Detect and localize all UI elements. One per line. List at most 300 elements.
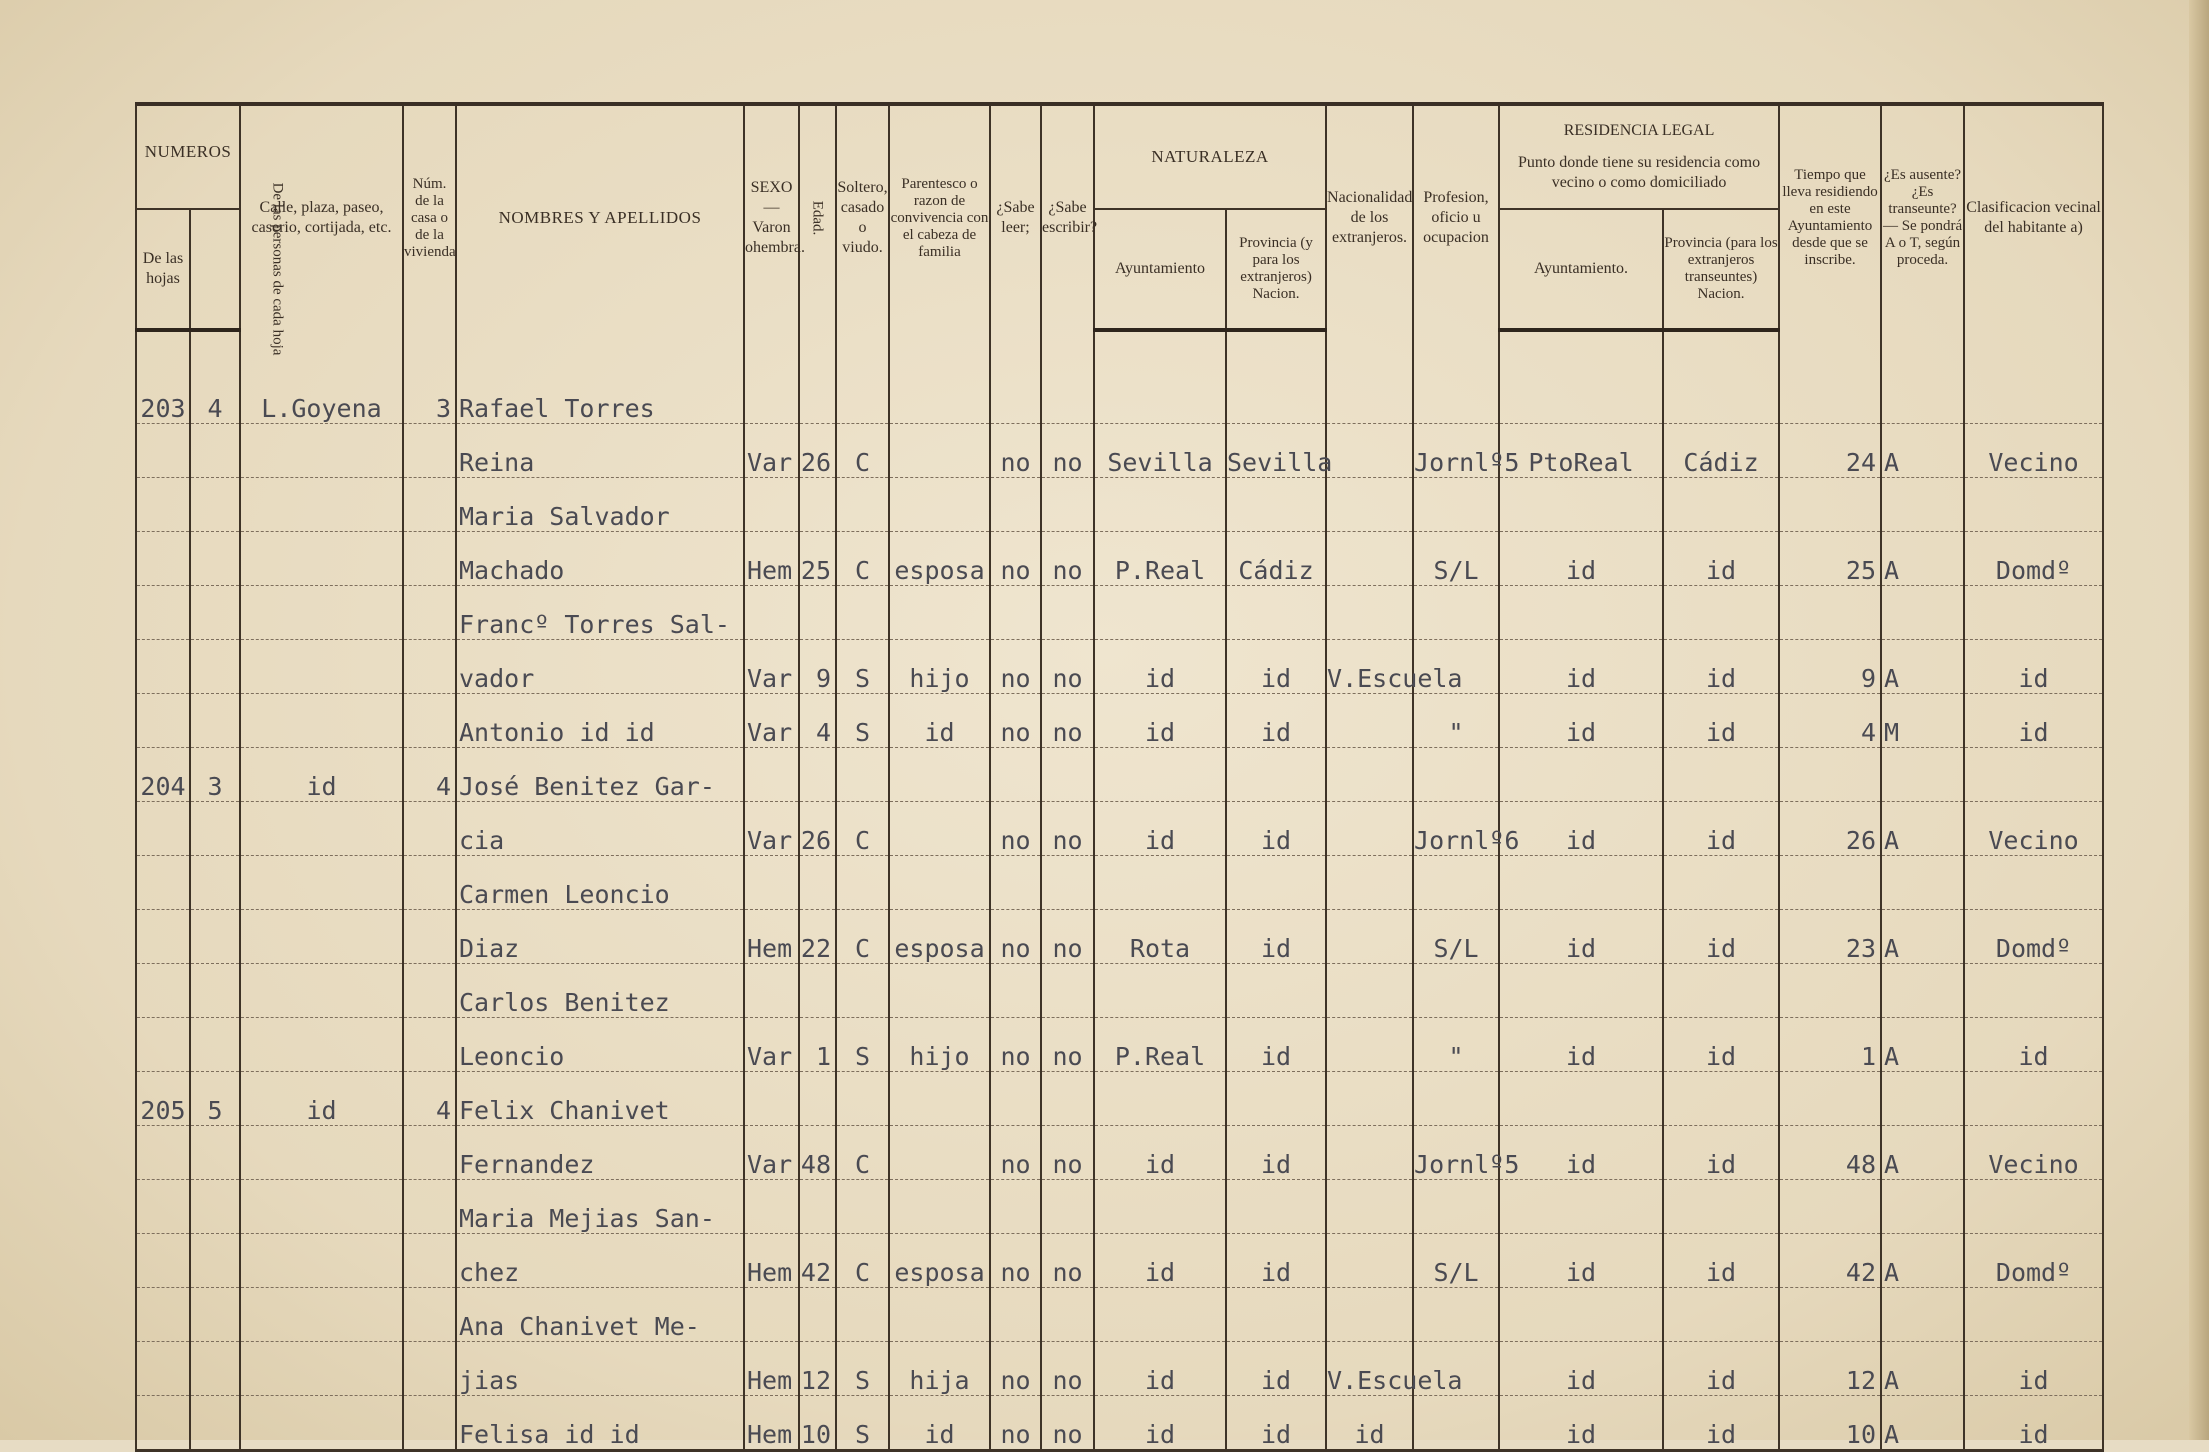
cell-res-ayto: [1499, 1072, 1663, 1126]
cell-hoja: [136, 586, 190, 640]
cell-nombre: Rafael Torres: [456, 370, 744, 424]
cell-hoja: 203: [136, 370, 190, 424]
cell-parentesco: [889, 856, 990, 910]
cell-parentesco: id: [889, 1396, 990, 1451]
table-row: [136, 1072, 2103, 1126]
cell-res-prov: [1663, 1288, 1779, 1342]
cell-pers: [190, 1342, 240, 1396]
cell-clasif: Domdº: [1964, 910, 2103, 964]
table-row: [136, 586, 2103, 640]
cell-tiempo: 4: [1779, 694, 1881, 748]
cell-ausente: [1881, 748, 1964, 802]
cell-res-ayto: id: [1499, 532, 1663, 586]
cell-estado: S: [836, 1018, 889, 1072]
cell-nombre: José Benitez Gar-: [456, 748, 744, 802]
cell-sexo: [744, 1180, 799, 1234]
cell-profesion: S/L: [1413, 910, 1499, 964]
cell-calle: [240, 532, 403, 586]
cell-leer: no: [990, 424, 1041, 478]
cell-res-prov: id: [1663, 910, 1779, 964]
cell-leer: no: [990, 1342, 1041, 1396]
cell-parentesco: [889, 748, 990, 802]
cell-nombre: Carlos Benitez: [456, 964, 744, 1018]
cell-nacional: [1326, 532, 1413, 586]
cell-estado: C: [836, 532, 889, 586]
cell-escribir: [1041, 370, 1094, 424]
cell-estado: [836, 370, 889, 424]
cell-leer: no: [990, 1018, 1041, 1072]
cell-edad: 10: [799, 1396, 836, 1451]
cell-nacional: [1326, 1072, 1413, 1126]
cell-estado: C: [836, 802, 889, 856]
cell-profesion: [1413, 478, 1499, 532]
cell-edad: 12: [799, 1342, 836, 1396]
cell-leer: no: [990, 532, 1041, 586]
cell-calle: [240, 1234, 403, 1288]
cell-calle: [240, 964, 403, 1018]
cell-parentesco: hija: [889, 1342, 990, 1396]
cell-parentesco: [889, 1072, 990, 1126]
cell-tiempo: 48: [1779, 1126, 1881, 1180]
cell-nombre: Fernandez: [456, 1126, 744, 1180]
cell-tiempo: 23: [1779, 910, 1881, 964]
cell-nat-prov: id: [1226, 1126, 1326, 1180]
cell-leer: no: [990, 1234, 1041, 1288]
cell-pers: [190, 1126, 240, 1180]
cell-parentesco: [889, 586, 990, 640]
cell-res-ayto: id: [1499, 802, 1663, 856]
cell-edad: 9: [799, 640, 836, 694]
cell-res-ayto: [1499, 586, 1663, 640]
cell-nat-ayto: Rota: [1094, 910, 1226, 964]
cell-sexo: Hem: [744, 910, 799, 964]
cell-nat-ayto: Sevilla: [1094, 424, 1226, 478]
cell-sexo: Hem: [744, 1396, 799, 1451]
cell-estado: [836, 1288, 889, 1342]
cell-tiempo: 26: [1779, 802, 1881, 856]
cell-edad: [799, 1288, 836, 1342]
cell-nat-ayto: [1094, 1180, 1226, 1234]
cell-hoja: [136, 694, 190, 748]
cell-escribir: no: [1041, 1018, 1094, 1072]
cell-nat-prov: [1226, 370, 1326, 424]
cell-clasif: id: [1964, 1018, 2103, 1072]
header-residencia-sub: Punto donde tiene su residencia como vecino o como domiciliado: [1517, 154, 1761, 191]
cell-profesion: [1413, 370, 1499, 424]
cell-res-prov: id: [1663, 1342, 1779, 1396]
table-row: [136, 694, 2103, 748]
cell-tiempo: 24: [1779, 424, 1881, 478]
cell-res-prov: [1663, 478, 1779, 532]
cell-tiempo: 10: [1779, 1396, 1881, 1451]
cell-tiempo: [1779, 964, 1881, 1018]
cell-casa: [403, 1234, 456, 1288]
cell-nacional: [1326, 694, 1413, 748]
header-de-las-personas: [190, 182, 286, 356]
cell-ausente: A: [1881, 910, 1964, 964]
cell-res-prov: Cádiz: [1663, 424, 1779, 478]
table-row: [136, 1396, 2103, 1451]
cell-parentesco: [889, 370, 990, 424]
cell-edad: 26: [799, 424, 836, 478]
cell-edad: 4: [799, 694, 836, 748]
cell-hoja: [136, 856, 190, 910]
cell-leer: [990, 478, 1041, 532]
cell-edad: [799, 1072, 836, 1126]
cell-edad: [799, 370, 836, 424]
cell-estado: S: [836, 640, 889, 694]
cell-res-prov: [1663, 964, 1779, 1018]
cell-nombre: Maria Mejias San-: [456, 1180, 744, 1234]
cell-clasif: Domdº: [1964, 532, 2103, 586]
cell-estado: S: [836, 1396, 889, 1451]
cell-clasif: [1964, 478, 2103, 532]
cell-nacional: V.Escuela: [1326, 640, 1413, 694]
cell-profesion: [1413, 856, 1499, 910]
cell-leer: [990, 586, 1041, 640]
cell-ausente: A: [1881, 1126, 1964, 1180]
cell-leer: [990, 748, 1041, 802]
cell-res-prov: [1663, 856, 1779, 910]
cell-edad: [799, 964, 836, 1018]
cell-casa: [403, 1126, 456, 1180]
book-binding: [2189, 0, 2209, 1440]
cell-tiempo: 12: [1779, 1342, 1881, 1396]
cell-res-ayto: id: [1499, 1396, 1663, 1451]
cell-calle: [240, 694, 403, 748]
cell-casa: [403, 1018, 456, 1072]
cell-nat-prov: id: [1226, 1396, 1326, 1451]
cell-ausente: [1881, 964, 1964, 1018]
header-nacionalidad: Nacionalidad de los extranjeros.: [1326, 104, 1413, 330]
cell-nat-ayto: [1094, 586, 1226, 640]
cell-sexo: [744, 856, 799, 910]
cell-profesion: S/L: [1413, 532, 1499, 586]
cell-nacional: [1326, 370, 1413, 424]
header-edad: [799, 104, 836, 330]
cell-escribir: no: [1041, 1234, 1094, 1288]
cell-calle: [240, 1126, 403, 1180]
cell-ausente: [1881, 478, 1964, 532]
cell-casa: 4: [403, 1072, 456, 1126]
cell-hoja: [136, 910, 190, 964]
cell-nat-prov: [1226, 586, 1326, 640]
cell-clasif: id: [1964, 640, 2103, 694]
cell-hoja: [136, 1342, 190, 1396]
cell-casa: [403, 856, 456, 910]
cell-pers: 4: [190, 370, 240, 424]
table-row: [136, 964, 2103, 1018]
cell-nat-prov: [1226, 1180, 1326, 1234]
cell-ausente: A: [1881, 424, 1964, 478]
cell-escribir: no: [1041, 640, 1094, 694]
cell-hoja: [136, 1396, 190, 1451]
cell-tiempo: 42: [1779, 1234, 1881, 1288]
header-de-las-hojas: De las hojas: [136, 209, 190, 330]
cell-tiempo: [1779, 1072, 1881, 1126]
cell-estado: [836, 748, 889, 802]
cell-profesion: ": [1413, 1018, 1499, 1072]
cell-res-ayto: [1499, 478, 1663, 532]
cell-sexo: Var: [744, 694, 799, 748]
cell-res-ayto: id: [1499, 694, 1663, 748]
cell-res-ayto: [1499, 856, 1663, 910]
cell-nat-ayto: [1094, 1072, 1226, 1126]
cell-nombre: vador: [456, 640, 744, 694]
table-row: [136, 1126, 2103, 1180]
cell-casa: 4: [403, 748, 456, 802]
cell-leer: [990, 1180, 1041, 1234]
cell-estado: C: [836, 1126, 889, 1180]
cell-parentesco: [889, 424, 990, 478]
cell-casa: [403, 640, 456, 694]
cell-tiempo: [1779, 1288, 1881, 1342]
cell-nat-prov: id: [1226, 1018, 1326, 1072]
cell-hoja: [136, 1018, 190, 1072]
header-estado: Soltero, casado o viudo.: [836, 104, 889, 330]
header-clasificacion: Clasificacion vecinal del habitante a): [1964, 104, 2103, 330]
cell-estado: C: [836, 1234, 889, 1288]
cell-pers: [190, 1180, 240, 1234]
cell-nacional: [1326, 910, 1413, 964]
cell-escribir: no: [1041, 532, 1094, 586]
table-row: [136, 1180, 2103, 1234]
cell-hoja: [136, 964, 190, 1018]
cell-ausente: [1881, 370, 1964, 424]
cell-parentesco: esposa: [889, 532, 990, 586]
cell-nacional: [1326, 1288, 1413, 1342]
cell-tiempo: [1779, 856, 1881, 910]
table-row: [136, 640, 2103, 694]
header-residencia-title: RESIDENCIA LEGAL: [1563, 122, 1715, 139]
cell-profesion: [1413, 1180, 1499, 1234]
header-nombres: NOMBRES Y APELLIDOS: [456, 104, 744, 330]
cell-hoja: [136, 1234, 190, 1288]
cell-nat-prov: Cádiz: [1226, 532, 1326, 586]
cell-nacional: [1326, 856, 1413, 910]
cell-tiempo: [1779, 478, 1881, 532]
cell-nat-ayto: P.Real: [1094, 1018, 1226, 1072]
cell-sexo: Var: [744, 424, 799, 478]
cell-ausente: A: [1881, 532, 1964, 586]
cell-res-ayto: id: [1499, 640, 1663, 694]
cell-casa: [403, 1396, 456, 1451]
cell-res-ayto: id: [1499, 1126, 1663, 1180]
cell-calle: [240, 1288, 403, 1342]
cell-casa: [403, 964, 456, 1018]
cell-hoja: 204: [136, 748, 190, 802]
cell-edad: [799, 1180, 836, 1234]
cell-nat-prov: [1226, 856, 1326, 910]
cell-escribir: no: [1041, 1396, 1094, 1451]
cell-calle: [240, 1018, 403, 1072]
cell-hoja: [136, 1288, 190, 1342]
cell-edad: 26: [799, 802, 836, 856]
cell-nacional: V.Escuela: [1326, 1342, 1413, 1396]
cell-calle: id: [240, 1072, 403, 1126]
cell-hoja: [136, 424, 190, 478]
header-de-las-personas-label: De las personas de cada hoja: [269, 182, 286, 356]
cell-nombre: Antonio id id: [456, 694, 744, 748]
cell-escribir: no: [1041, 910, 1094, 964]
cell-leer: no: [990, 1126, 1041, 1180]
cell-nat-ayto: [1094, 478, 1226, 532]
cell-hoja: [136, 532, 190, 586]
header-sabe-escribir: ¿Sabe escribir?: [1041, 104, 1094, 330]
cell-leer: no: [990, 694, 1041, 748]
cell-nacional: [1326, 1180, 1413, 1234]
table-row: [136, 478, 2103, 532]
cell-clasif: id: [1964, 1342, 2103, 1396]
cell-parentesco: esposa: [889, 1234, 990, 1288]
cell-ausente: [1881, 1180, 1964, 1234]
cell-res-ayto: id: [1499, 1342, 1663, 1396]
cell-nacional: [1326, 586, 1413, 640]
cell-pers: 5: [190, 1072, 240, 1126]
cell-leer: [990, 1288, 1041, 1342]
cell-leer: no: [990, 910, 1041, 964]
cell-nat-ayto: id: [1094, 694, 1226, 748]
cell-ausente: M: [1881, 694, 1964, 748]
cell-res-ayto: id: [1499, 1234, 1663, 1288]
cell-pers: [190, 1288, 240, 1342]
cell-calle: L.Goyena: [240, 370, 403, 424]
cell-escribir: [1041, 856, 1094, 910]
cell-casa: [403, 694, 456, 748]
cell-clasif: Vecino: [1964, 424, 2103, 478]
cell-nat-ayto: id: [1094, 1126, 1226, 1180]
cell-clasif: Vecino: [1964, 802, 2103, 856]
cell-clasif: [1964, 856, 2103, 910]
cell-calle: [240, 478, 403, 532]
cell-nacional: [1326, 802, 1413, 856]
cell-nacional: id: [1326, 1396, 1413, 1451]
cell-escribir: no: [1041, 802, 1094, 856]
cell-clasif: [1964, 964, 2103, 1018]
cell-nat-prov: id: [1226, 910, 1326, 964]
cell-nat-prov: [1226, 1072, 1326, 1126]
table-row: [136, 1342, 2103, 1396]
cell-calle: [240, 910, 403, 964]
cell-parentesco: [889, 1288, 990, 1342]
cell-profesion: Jornlº5: [1413, 424, 1499, 478]
header-naturaleza: NATURALEZA: [1094, 104, 1326, 209]
header-sexo: SEXO — Varon ohembra.: [744, 104, 799, 330]
cell-edad: [799, 586, 836, 640]
cell-ausente: [1881, 586, 1964, 640]
table-row: [136, 424, 2103, 478]
header-res-provincia: Provincia (para los extranjeros transeuntes) Nacion.: [1663, 209, 1779, 330]
cell-nat-ayto: id: [1094, 640, 1226, 694]
cell-estado: [836, 478, 889, 532]
cell-nat-prov: id: [1226, 694, 1326, 748]
cell-ausente: A: [1881, 640, 1964, 694]
cell-calle: [240, 586, 403, 640]
cell-nat-prov: id: [1226, 802, 1326, 856]
cell-estado: S: [836, 694, 889, 748]
cell-casa: [403, 1288, 456, 1342]
cell-edad: 42: [799, 1234, 836, 1288]
cell-clasif: [1964, 1288, 2103, 1342]
cell-casa: [403, 802, 456, 856]
cell-res-prov: id: [1663, 1018, 1779, 1072]
cell-tiempo: 1: [1779, 1018, 1881, 1072]
cell-res-prov: id: [1663, 1126, 1779, 1180]
cell-tiempo: [1779, 370, 1881, 424]
cell-leer: no: [990, 640, 1041, 694]
cell-sexo: Var: [744, 640, 799, 694]
header-numeros: NUMEROS: [136, 104, 240, 209]
table-row: [136, 748, 2103, 802]
cell-nat-prov: id: [1226, 1234, 1326, 1288]
cell-nombre: Reina: [456, 424, 744, 478]
cell-casa: [403, 424, 456, 478]
cell-nat-ayto: [1094, 748, 1226, 802]
cell-pers: [190, 910, 240, 964]
cell-ausente: A: [1881, 1342, 1964, 1396]
cell-pers: [190, 1234, 240, 1288]
cell-clasif: [1964, 370, 2103, 424]
cell-tiempo: [1779, 586, 1881, 640]
cell-nat-prov: id: [1226, 640, 1326, 694]
cell-nombre: Francº Torres Sal-: [456, 586, 744, 640]
cell-pers: [190, 856, 240, 910]
cell-nat-ayto: id: [1094, 1342, 1226, 1396]
cell-calle: [240, 802, 403, 856]
cell-edad: 1: [799, 1018, 836, 1072]
cell-ausente: [1881, 856, 1964, 910]
cell-nombre: Carmen Leoncio: [456, 856, 744, 910]
cell-parentesco: esposa: [889, 910, 990, 964]
cell-nat-ayto: [1094, 964, 1226, 1018]
cell-leer: [990, 370, 1041, 424]
cell-nombre: Maria Salvador: [456, 478, 744, 532]
cell-nacional: [1326, 1018, 1413, 1072]
table-row: [136, 532, 2103, 586]
cell-res-prov: id: [1663, 1396, 1779, 1451]
cell-calle: [240, 856, 403, 910]
cell-parentesco: [889, 1180, 990, 1234]
cell-nat-ayto: [1094, 856, 1226, 910]
cell-res-ayto: [1499, 748, 1663, 802]
table-body: [136, 330, 2103, 1451]
cell-edad: 25: [799, 532, 836, 586]
cell-parentesco: [889, 478, 990, 532]
cell-escribir: no: [1041, 424, 1094, 478]
cell-tiempo: [1779, 748, 1881, 802]
cell-res-ayto: id: [1499, 910, 1663, 964]
cell-escribir: [1041, 478, 1094, 532]
cell-parentesco: [889, 802, 990, 856]
cell-leer: no: [990, 1396, 1041, 1451]
header-parentesco: Parentesco o razon de convivencia con el cabeza de familia: [889, 104, 990, 330]
cell-clasif: Domdº: [1964, 1234, 2103, 1288]
cell-pers: [190, 640, 240, 694]
cell-escribir: [1041, 586, 1094, 640]
cell-sexo: [744, 964, 799, 1018]
cell-calle: [240, 1396, 403, 1451]
cell-nat-prov: [1226, 748, 1326, 802]
header-profesion: Profesion, oficio u ocupacion: [1413, 104, 1499, 330]
header-residencia: [1499, 104, 1779, 209]
cell-res-prov: [1663, 1072, 1779, 1126]
cell-nacional: [1326, 478, 1413, 532]
cell-res-ayto: [1499, 370, 1663, 424]
cell-leer: [990, 1072, 1041, 1126]
cell-sexo: Var: [744, 1018, 799, 1072]
cell-calle: [240, 1180, 403, 1234]
cell-res-ayto: [1499, 1180, 1663, 1234]
